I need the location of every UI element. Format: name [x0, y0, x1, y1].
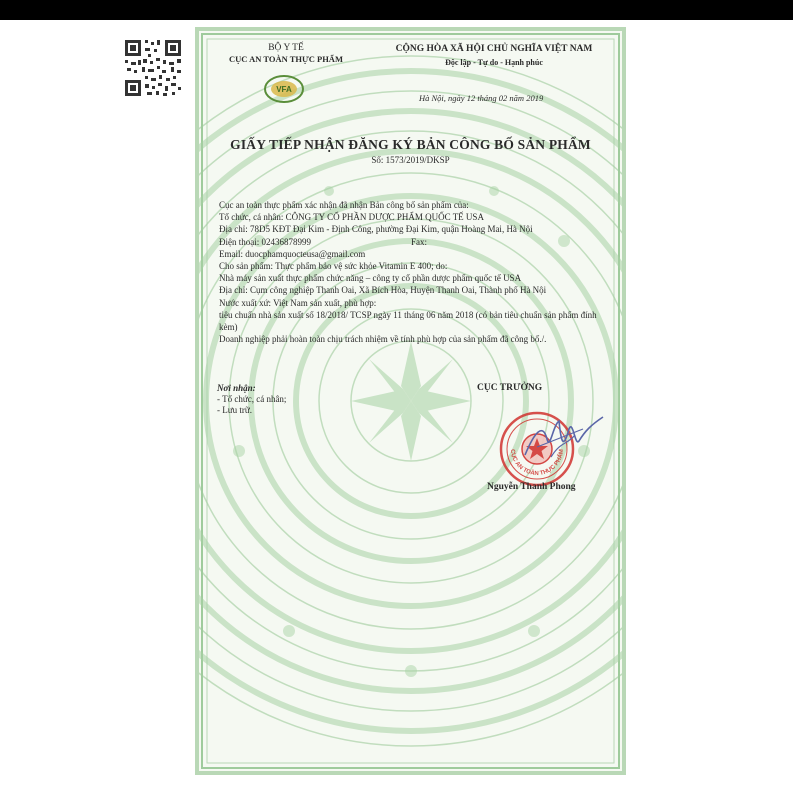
issue-date: Hà Nội, ngày 12 tháng 02 năm 2019 — [419, 93, 544, 103]
document-title: GIẤY TIẾP NHẬN ĐĂNG KÝ BẢN CÔNG BỐ SẢN PHẨM — [230, 137, 591, 152]
republic-name: CỘNG HÒA XÃ HỘI CHỦ NGHĨA VIỆT NAM — [395, 44, 593, 54]
body-intro: Cục an toàn thực phẩm xác nhận đã nhận Bản công bố sản phẩm của: — [219, 200, 469, 210]
handwritten-signature — [517, 411, 607, 471]
document-body — [219, 199, 614, 345]
body-email: Email: duocphamquocteusa@gmail.com — [219, 248, 366, 259]
agency-name: CỤC AN TOÀN THỰC PHẨM — [229, 54, 343, 64]
top-black-bar — [0, 0, 793, 20]
body-organization: Tổ chức, cá nhân: CÔNG TY CỔ PHẦN DƯỢC PHẨM QUỐC TẾ USA — [219, 212, 484, 223]
recipient-item: - Lưu trữ. — [217, 405, 252, 415]
ministry-header — [211, 43, 361, 65]
body-contact-row — [219, 236, 614, 248]
recipients-label: Nơi nhận: — [217, 383, 256, 393]
qr-code — [121, 36, 185, 100]
document-number: Số: 1573/2019/DKSP — [371, 155, 450, 165]
body-manufacturer: Nhà máy sản xuất thực phẩm chức năng – công ty cổ phần dược phẩm quốc tế USA — [219, 273, 522, 284]
body-origin: Nước xuất xứ: Việt Nam sản xuất, phù hợp: — [219, 297, 377, 308]
national-motto: Độc lập - Tự do - Hạnh phúc — [445, 58, 543, 67]
vfa-logo-icon — [263, 73, 305, 105]
body-manufacturer-address: Địa chỉ: Cụm công nghiệp Thanh Oai, Xã Bích Hòa, Huyện Thanh Oai, Thành phố Hà Nội — [219, 285, 547, 296]
body-address: Địa chỉ: 78D5 KĐT Đại Kim - Định Công, phường Đại Kim, quận Hoàng Mai, Hà Nội — [219, 224, 533, 235]
signatory-name: Nguyễn Thanh Phong — [487, 482, 576, 492]
stamp-text: CỤC AN TOÀN THỰC PHẨM — [508, 448, 566, 478]
signatory-position: CỤC TRƯỞNG — [477, 383, 543, 393]
ministry-name: BỘ Y TẾ — [268, 43, 304, 53]
body-phone: Điện thoại: 02436878999 — [219, 236, 311, 247]
body-responsibility: Doanh nghiệp phải hoàn toàn chịu trách nhiệm về tính phù hợp của sản phẩm đã công bố./. — [219, 334, 547, 345]
recipient-item: - Tổ chức, cá nhân; — [217, 394, 287, 404]
body-product: Cho sản phẩm: Thực phẩm bảo vệ sức khỏe Vitamin E 400; do: — [219, 261, 448, 272]
body-fax: Fax: — [411, 236, 428, 247]
recipients-block — [217, 383, 286, 416]
body-standard: tiêu chuẩn nhà sản xuất số 18/2018/ TCSP ngày 11 tháng 06 năm 2018 (có bản tiêu chuẩn sản phẩm đính kèm) — [219, 309, 597, 333]
certificate-document — [195, 27, 626, 775]
republic-header — [379, 43, 609, 69]
logo-text: VFA — [276, 85, 292, 94]
